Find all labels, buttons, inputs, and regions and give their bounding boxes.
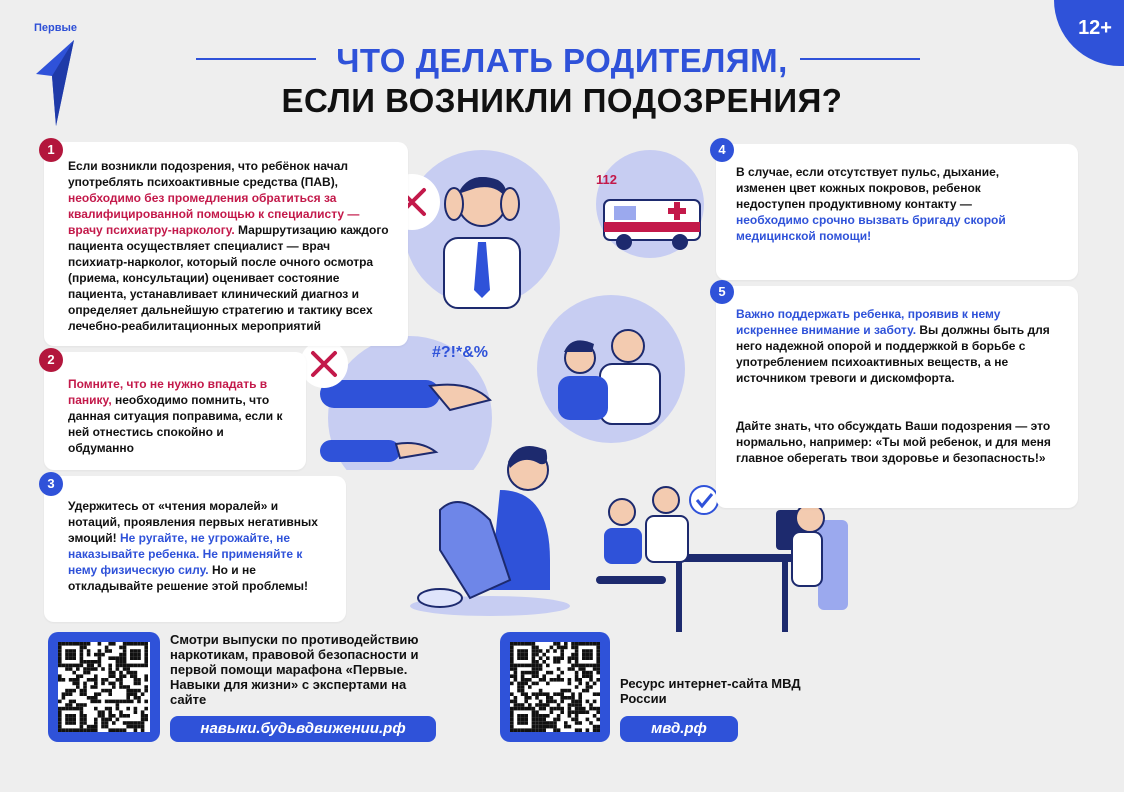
- step-5-highlight: Важно поддержать ребенка, проявив к нему искреннее внимание и заботу.: [736, 307, 1001, 337]
- title-line-2: ЕСЛИ ВОЗНИКЛИ ПОДОЗРЕНИЯ?: [281, 82, 843, 119]
- step-4-card: [716, 144, 1078, 280]
- step-2-text: [68, 376, 292, 456]
- logo-text: Первые: [34, 22, 78, 34]
- site-link-mvd[interactable]: мвд.рф: [620, 716, 738, 742]
- step-4-text: [736, 164, 1026, 244]
- step-5-text-part2: Вы должны быть для него надежной опорой и поддержкой в борьбе с употреблением психоактивных веществ, а не источником тревоги и дискомфорта.: [736, 323, 1050, 385]
- step-5-text: [736, 306, 1054, 386]
- step-4-text-part1: В случае, если отсутствует пульс, дыхание, изменен цвет кожных покровов, ребенок недоступен продуктивному контакту —: [736, 165, 1000, 211]
- step-4-highlight: необходимо срочно вызвать бригаду скорой медицинской помощи!: [736, 213, 1006, 243]
- step-5-text-part3: Дайте знать, что обсуждать Ваши подозрения — это нормально, например: «Ты мой ребенок, и для меня главное оберегать твои здоровье и безопасность!»: [736, 419, 1051, 465]
- step-1-text: [68, 158, 392, 334]
- swear-text: #?!*&%: [432, 344, 489, 361]
- step-1-text-part2: Маршрутизацию каждого пациента осуществляет специалист — врач психиатр-нарколог, который после очного осмотра (приема, консультации) оценивает состояние пациента, устанавливает клинический диагноз и определяет дальнейшую стратегию и тактику всех лечебно-реабилитационных мероприятий: [68, 223, 389, 333]
- ambulance-illustration: [584, 148, 714, 258]
- step-4-number: 4: [710, 138, 734, 162]
- step-5-card: [716, 286, 1078, 508]
- step-3-number: 3: [39, 472, 63, 496]
- step-1-number: 1: [39, 138, 63, 162]
- step-2-card: [44, 352, 306, 470]
- qr-code-left-icon: [58, 642, 150, 732]
- site-link-navyki[interactable]: навыки.будьвдвижении.рф: [170, 716, 436, 742]
- step-2-highlight: Помните, что не нужно впадать в панику,: [68, 377, 268, 407]
- ambulance-number: 112: [596, 172, 617, 187]
- step-5-number: 5: [710, 280, 734, 304]
- step-3-text-part2: Но и не откладывайте решение этой проблемы!: [68, 563, 309, 593]
- step-1-highlight: необходимо без промедления обратиться за квалифицированной помощью к специалисту — врачу психиатру-наркологу.: [68, 191, 360, 237]
- step-2-text-part2: необходимо помнить, что данная ситуация поправима, если к ней отнестись спокойно и обдуманно: [68, 393, 283, 455]
- qr-code-right-icon: [510, 642, 600, 732]
- sitting-teen-illustration: [400, 430, 580, 620]
- title-line-1: ЧТО ДЕЛАТЬ РОДИТЕЛЯМ,: [336, 42, 788, 79]
- qr-code-right[interactable]: [500, 632, 610, 742]
- parent-child-illustration: [536, 294, 686, 444]
- step-3-highlight: Не ругайте, не угрожайте, не наказывайте ребенка. Не применяйте к нему физическую силу.: [68, 531, 303, 577]
- footer-right-text: Ресурс интернет-сайта МВД России: [620, 676, 801, 706]
- step-3-text-part1: Удержитесь от «чтения моралей» и нотаций, проявления первых негативных эмоций!: [68, 499, 318, 545]
- step-2-number: 2: [39, 348, 63, 372]
- step-1-text-part1: Если возникли подозрения, что ребёнок начал употреблять психоактивные средства (ПАВ),: [68, 159, 349, 189]
- step-1-card: [44, 142, 408, 346]
- doctor-visit-illustration: [596, 484, 856, 644]
- footer-left-text: Смотри выпуски по противодействию наркотикам, правовой безопасности и первой помощи марафона «Первые. Навыки для жизни» с экспертами на сайте: [170, 632, 419, 707]
- step-3-card: [44, 476, 346, 622]
- qr-code-left[interactable]: [48, 632, 160, 742]
- step-3-text: [68, 498, 332, 594]
- age-badge: 12+: [1054, 0, 1124, 66]
